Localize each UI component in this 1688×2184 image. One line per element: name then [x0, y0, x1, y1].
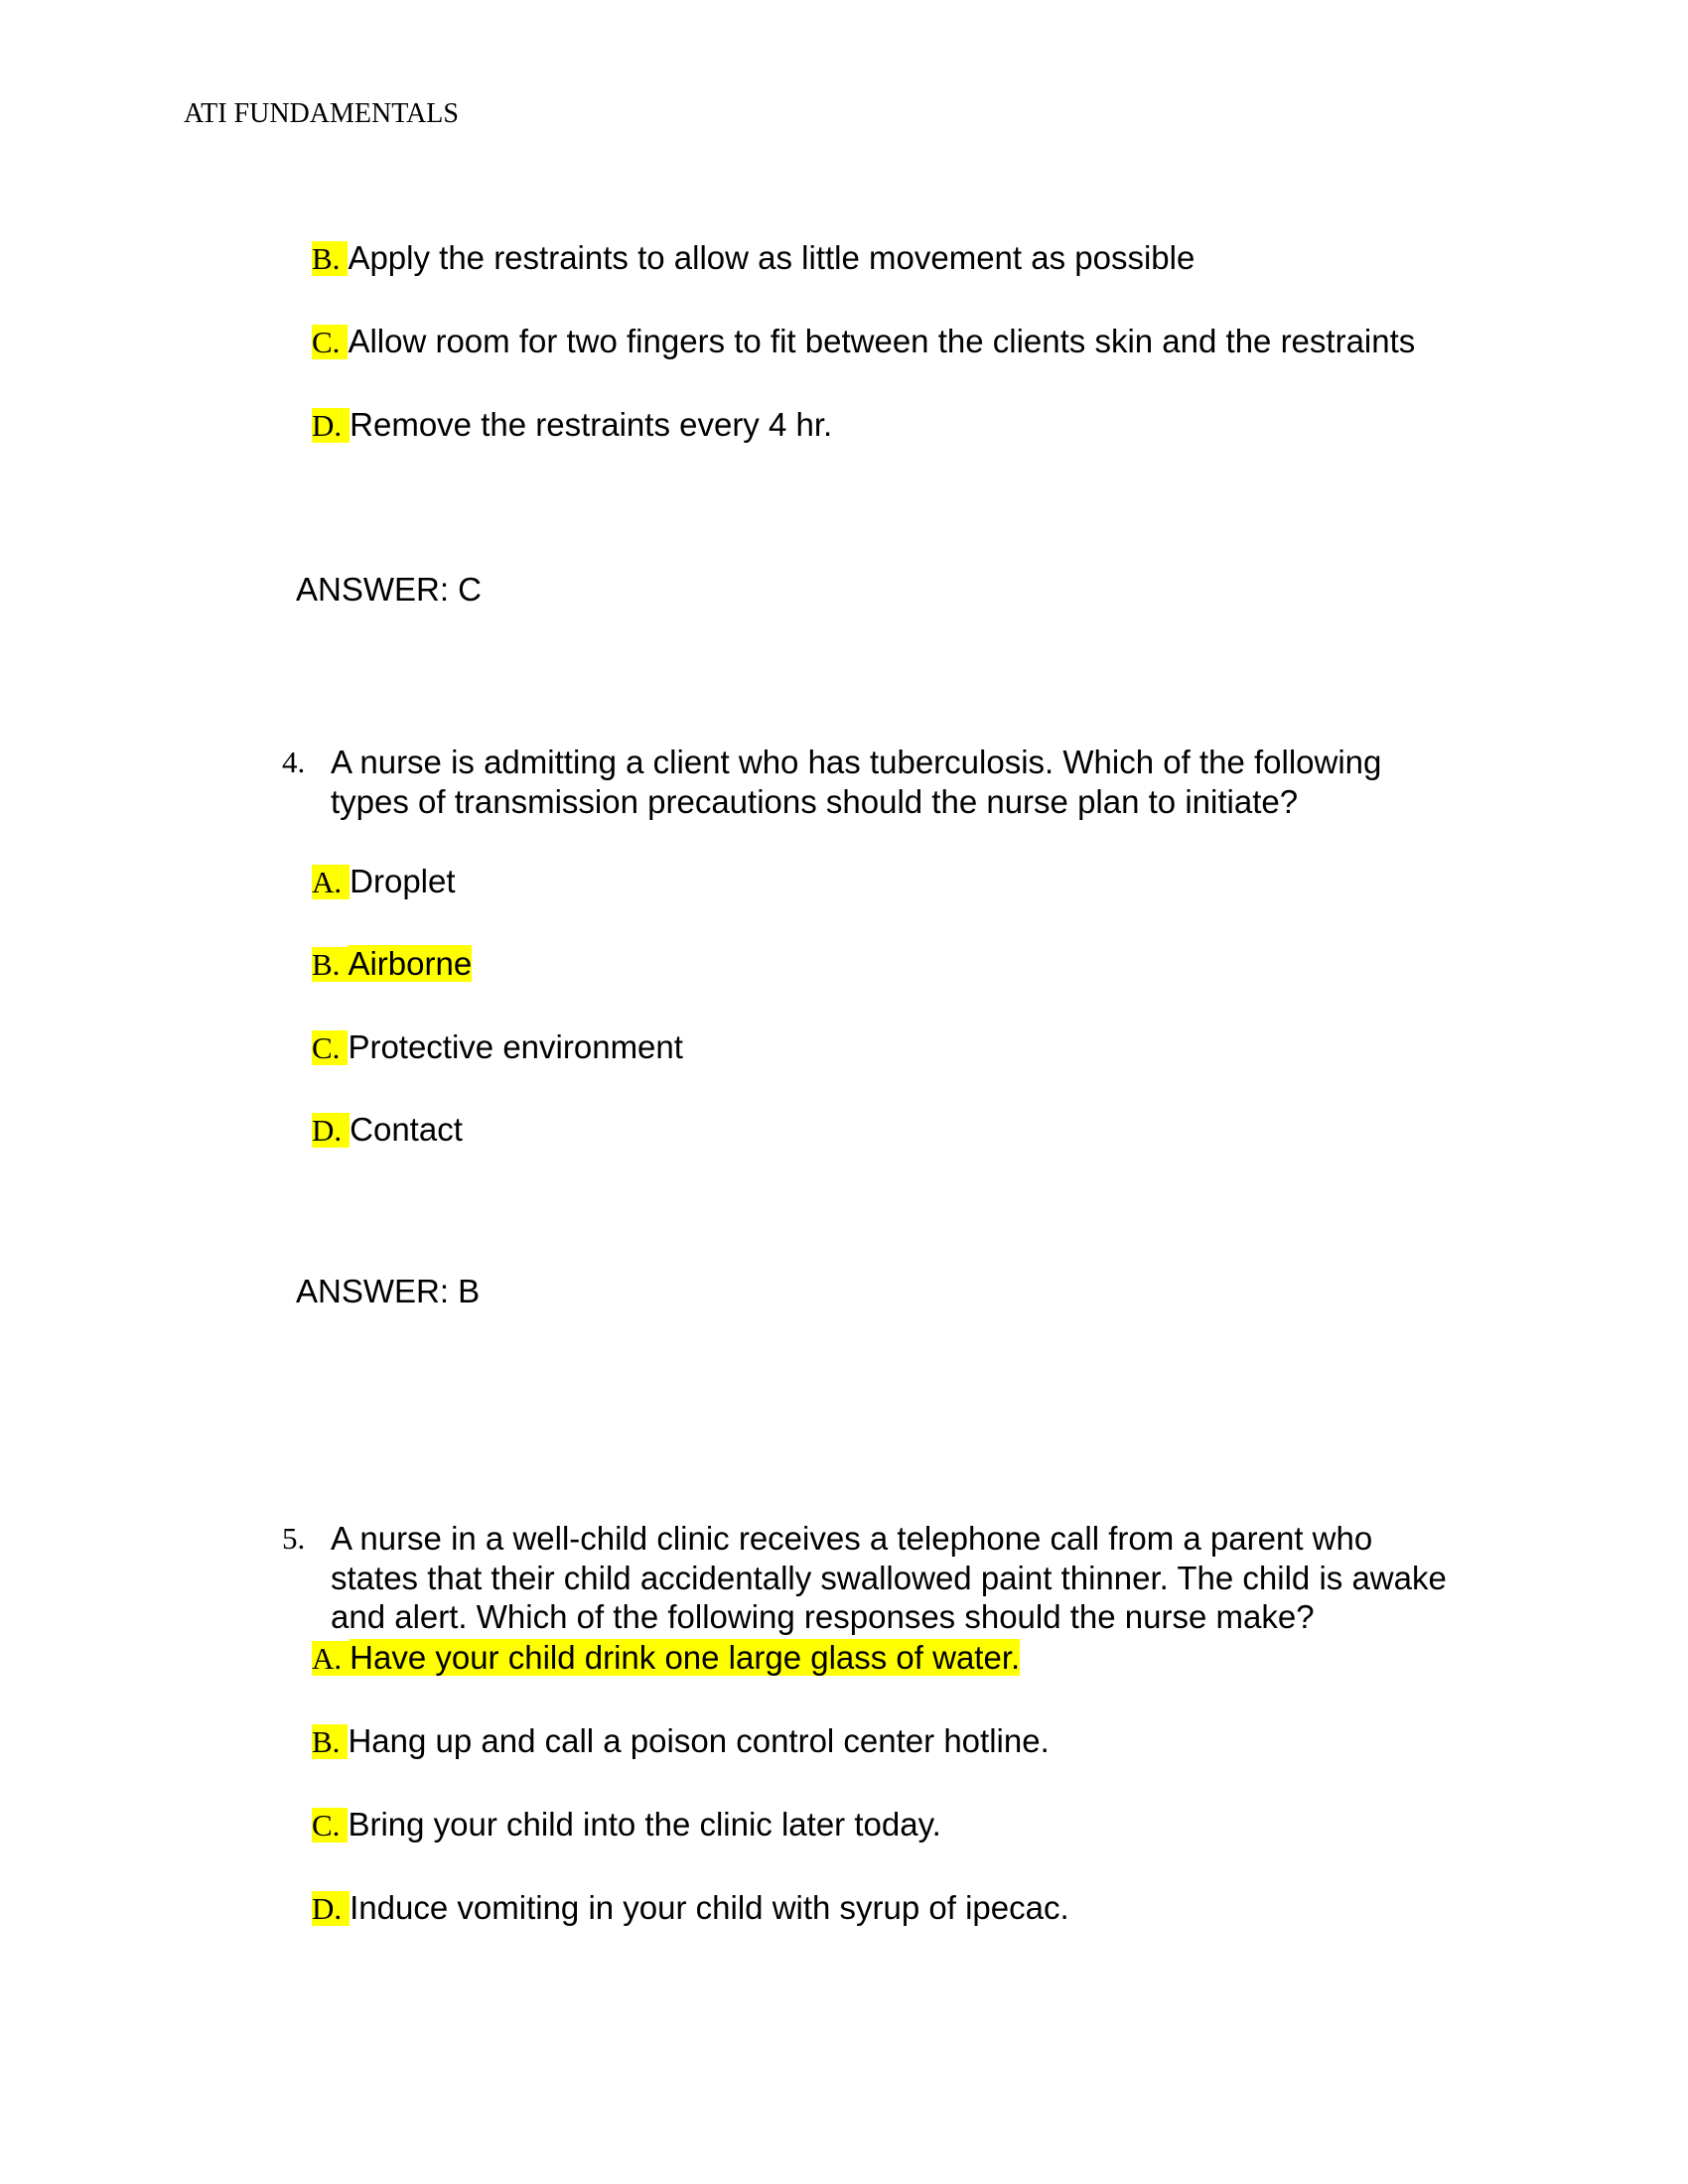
q4-option-a: [312, 862, 456, 902]
q3-option-b: [312, 238, 1195, 279]
q4-option-d-letter: D.: [312, 1113, 350, 1148]
q5-question-line: states that their child accidentally swallowed paint thinner. The child is awake: [331, 1559, 1447, 1596]
q5-option-b: [312, 1721, 1050, 1762]
q3-option-d-text: Remove the restraints every 4 hr.: [350, 406, 833, 443]
q5-option-a-letter: A.: [312, 1641, 350, 1676]
q4-number: 4.: [282, 745, 306, 779]
q4-option-a-text: Droplet: [350, 863, 456, 899]
q3-option-c-text: Allow room for two fingers to fit between the clients skin and the restraints: [348, 323, 1416, 359]
q4-option-c-text: Protective environment: [348, 1028, 683, 1065]
q3-option-c: [312, 322, 1415, 362]
q4-option-b-letter: B.: [312, 947, 348, 982]
q3-option-b-text: Apply the restraints to allow as little movement as possible: [348, 239, 1196, 276]
q5-option-c-letter: C.: [312, 1808, 348, 1843]
q5-option-d-text: Induce vomiting in your child with syrup of ipecac.: [350, 1889, 1069, 1926]
q4-question-line: types of transmission precautions should the nurse plan to initiate?: [331, 782, 1299, 820]
q4-option-c: [312, 1027, 683, 1068]
q5-option-b-letter: B.: [312, 1724, 348, 1759]
page-header: ATI FUNDAMENTALS: [184, 98, 459, 129]
q5-option-a: [312, 1638, 1020, 1679]
q5-question-line: and alert. Which of the following responses should the nurse make?: [331, 1598, 1315, 1635]
q5-option-c-text: Bring your child into the clinic later today.: [348, 1806, 941, 1843]
q3-option-c-letter: C.: [312, 325, 348, 359]
q4-question-text: [331, 743, 1502, 821]
q5-option-d-letter: D.: [312, 1891, 350, 1926]
q3-answer: ANSWER: C: [296, 571, 483, 608]
q3-option-b-letter: B.: [312, 241, 348, 276]
q5-number: 5.: [282, 1521, 306, 1556]
q5-option-c: [312, 1805, 941, 1845]
q3-option-d: [312, 405, 832, 446]
q4-option-a-letter: A.: [312, 865, 350, 899]
q4-option-d: [312, 1110, 463, 1151]
q4-option-d-text: Contact: [350, 1111, 463, 1148]
q5-option-a-text: Have your child drink one large glass of water.: [350, 1639, 1021, 1676]
q4-option-b: [312, 944, 472, 985]
q4-answer: ANSWER: B: [296, 1273, 481, 1309]
q5-question-text: [331, 1519, 1502, 1637]
q4-option-b-text: Airborne: [348, 945, 473, 982]
q5-question-line: A nurse in a well-child clinic receives a telephone call from a parent who: [331, 1520, 1373, 1557]
q5-option-b-text: Hang up and call a poison control center hotline.: [348, 1722, 1050, 1759]
q4-question-line: A nurse is admitting a client who has tuberculosis. Which of the following: [331, 744, 1382, 780]
q3-option-d-letter: D.: [312, 408, 350, 443]
q5-option-d: [312, 1888, 1069, 1929]
q4-option-c-letter: C.: [312, 1030, 348, 1065]
